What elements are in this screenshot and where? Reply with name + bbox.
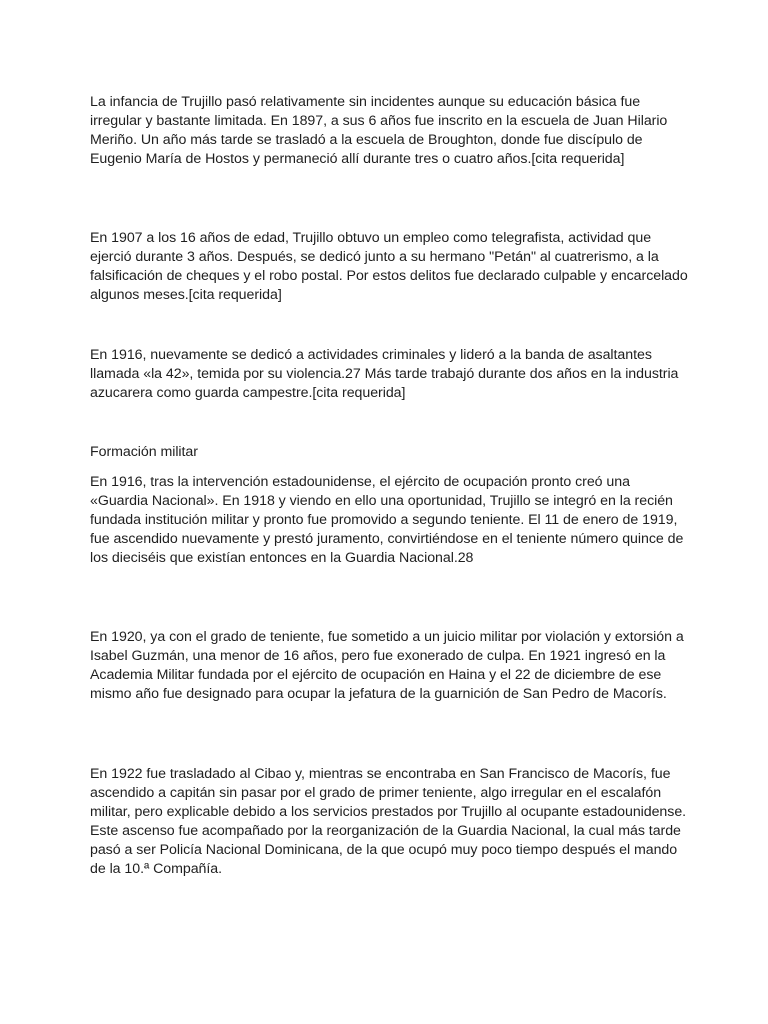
- paragraph-ascenso-capitan: En 1922 fue trasladado al Cibao y, mientras se encontraba en San Francisco de Macorís, fue ascendido a capitán sin pasar por el grado de primer teniente, algo irregular en el escalafón militar, pero explicable debido a los servicios prestados por Trujillo al ocupante estadounidense. Este ascenso fue acompañado por la reorganización de la Guardia Nacional, la cual más tarde pasó a ser Policía Nacional Dominicana, de la que ocupó muy poco tiempo después el mando de la 10.ª Compañía.: [90, 766, 687, 877]
- paragraph-banda-42: En 1916, nuevamente se dedicó a actividades criminales y lideró a la banda de asaltantes llamada «la 42», temida por su violencia.27 Más tarde trabajó durante dos años en la industria azucarera como guarda campestre.[cita requerida]: [90, 347, 679, 401]
- paragraph-telegrafista: En 1907 a los 16 años de edad, Trujillo obtuvo un empleo como telegrafista, actividad que ejerció durante 3 años. Después, se dedicó junto a su hermano "Petán" al cuatrerismo, a la falsificación de cheques y el robo postal. Por estos delitos fue declarado culpable y encarcelado algunos meses.[cita requerida]: [90, 230, 688, 303]
- paragraph-guardia-nacional: En 1916, tras la intervención estadounidense, el ejército de ocupación pronto creó una «Guardia Nacional». En 1918 y viendo en ello una oportunidad, Trujillo se integró en la recién fundada institución militar y pronto fue promovido a segundo teniente. El 11 de enero de 1919, fue ascendido nuevamente y prestó juramento, convirtiéndose en el teniente número quince de los dieciséis que existían entonces en la Guardia Nacional.28: [90, 474, 684, 566]
- paragraph-infancia: La infancia de Trujillo pasó relativamente sin incidentes aunque su educación básica fue irregular y bastante limitada. En 1897, a sus 6 años fue inscrito en la escuela de Juan Hilario Meriño. Un año más tarde se trasladó a la escuela de Broughton, donde fue discípulo de Eugenio María de Hostos y permaneció allí durante tres o cuatro años.[cita requerida]: [90, 94, 668, 167]
- paragraph-juicio-militar: En 1920, ya con el grado de teniente, fue sometido a un juicio militar por violación y extorsión a Isabel Guzmán, una menor de 16 años, pero fue exonerado de culpa. En 1921 ingresó en la Academia Militar fundada por el ejército de ocupación en Haina y el 22 de diciembre de ese mismo año fue designado para ocupar la jefatura de la guarnición de San Pedro de Macorís.: [90, 629, 684, 702]
- section-heading: Formación militar: [90, 444, 198, 460]
